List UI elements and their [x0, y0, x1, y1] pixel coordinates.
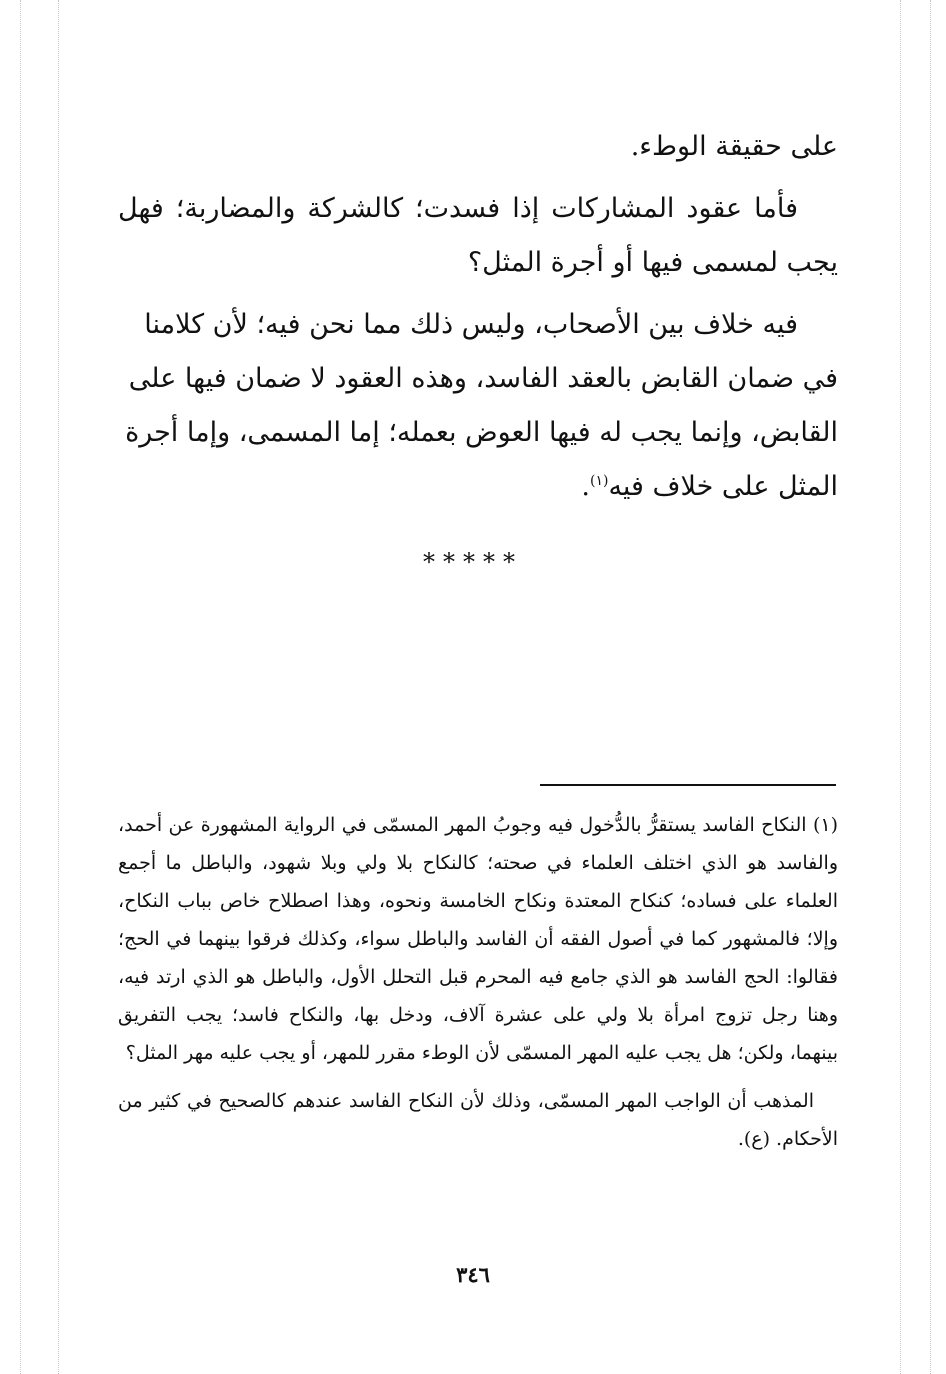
- margin-guide-line: [58, 0, 59, 1374]
- margin-guide-line: [900, 0, 901, 1374]
- footnote-1-conclusion: المذهب أن الواجب المهر المسمّى، وذلك لأن النكاح الفاسد عندهم كالصحيح في كثير من الأحكام. (ع).: [118, 1090, 838, 1150]
- footnote-1: [118, 806, 838, 1072]
- footnotes: [118, 806, 838, 1158]
- footnote-separator: [540, 784, 836, 786]
- main-text: [118, 120, 838, 514]
- body-paragraph-3: [118, 298, 838, 514]
- body-paragraph-3-text: فيه خلاف بين الأصحاب، وليس ذلك مما نحن فيه؛ لأن كلامنا في ضمان القابض بالعقد الفاسد، وهذه العقود لا ضمان فيها على القابض، وإنما يجب له فيها العوض بعمله؛ إما المسمى، وإما أجرة المثل على خلاف فيه: [125, 309, 838, 502]
- footnote-1-number: (١): [812, 814, 838, 836]
- section-divider-ornament: *****: [423, 548, 523, 576]
- margin-guide-line: [20, 0, 21, 1374]
- page-number: ٣٤٦: [456, 1262, 490, 1287]
- margin-guide-line: [930, 0, 931, 1374]
- footnote-1-text: النكاح الفاسد يستقرُّ بالدُّخول فيه وجوبُ المهر المسمّى في الرواية المشهورة عن أحمد، والفاسد هو الذي اختلف العلماء في صحته؛ كالنكاح بلا ولي وبلا شهود، والباطل ما أجمع العلماء على فساده؛ كنكاح المعتدة ونكاح الخامسة ونحوه، وهذا اصطلاح خاص بباب النكاح، وإلا؛ فالمشهور كما في أصول الفقه أن الفاسد والباطل سواء، وكذلك فرقوا بينهما في الحج؛ فقالوا: الحج الفاسد هو الذي جامع فيه المحرم قبل التحلل الأول، والباطل هو الذي ارتد فيه، وهنا رجل تزوج امرأة بلا ولي على عشرة آلاف، ودخل بها، والنكاح فاسد؛ يجب التفريق بينهما، ولكن؛ هل يجب عليه المهر المسمّى لأن الوطء مقرر للمهر، أو يجب عليه مهر المثل؟: [118, 814, 838, 1064]
- body-paragraph-3-period: .: [581, 471, 590, 502]
- body-paragraph-2: فأما عقود المشاركات إذا فسدت؛ كالشركة والمضاربة؛ فهل يجب لمسمى فيها أو أجرة المثل؟: [118, 193, 838, 278]
- footnote-reference[interactable]: (١): [589, 473, 609, 489]
- body-line-1: على حقيقة الوطء.: [630, 131, 838, 162]
